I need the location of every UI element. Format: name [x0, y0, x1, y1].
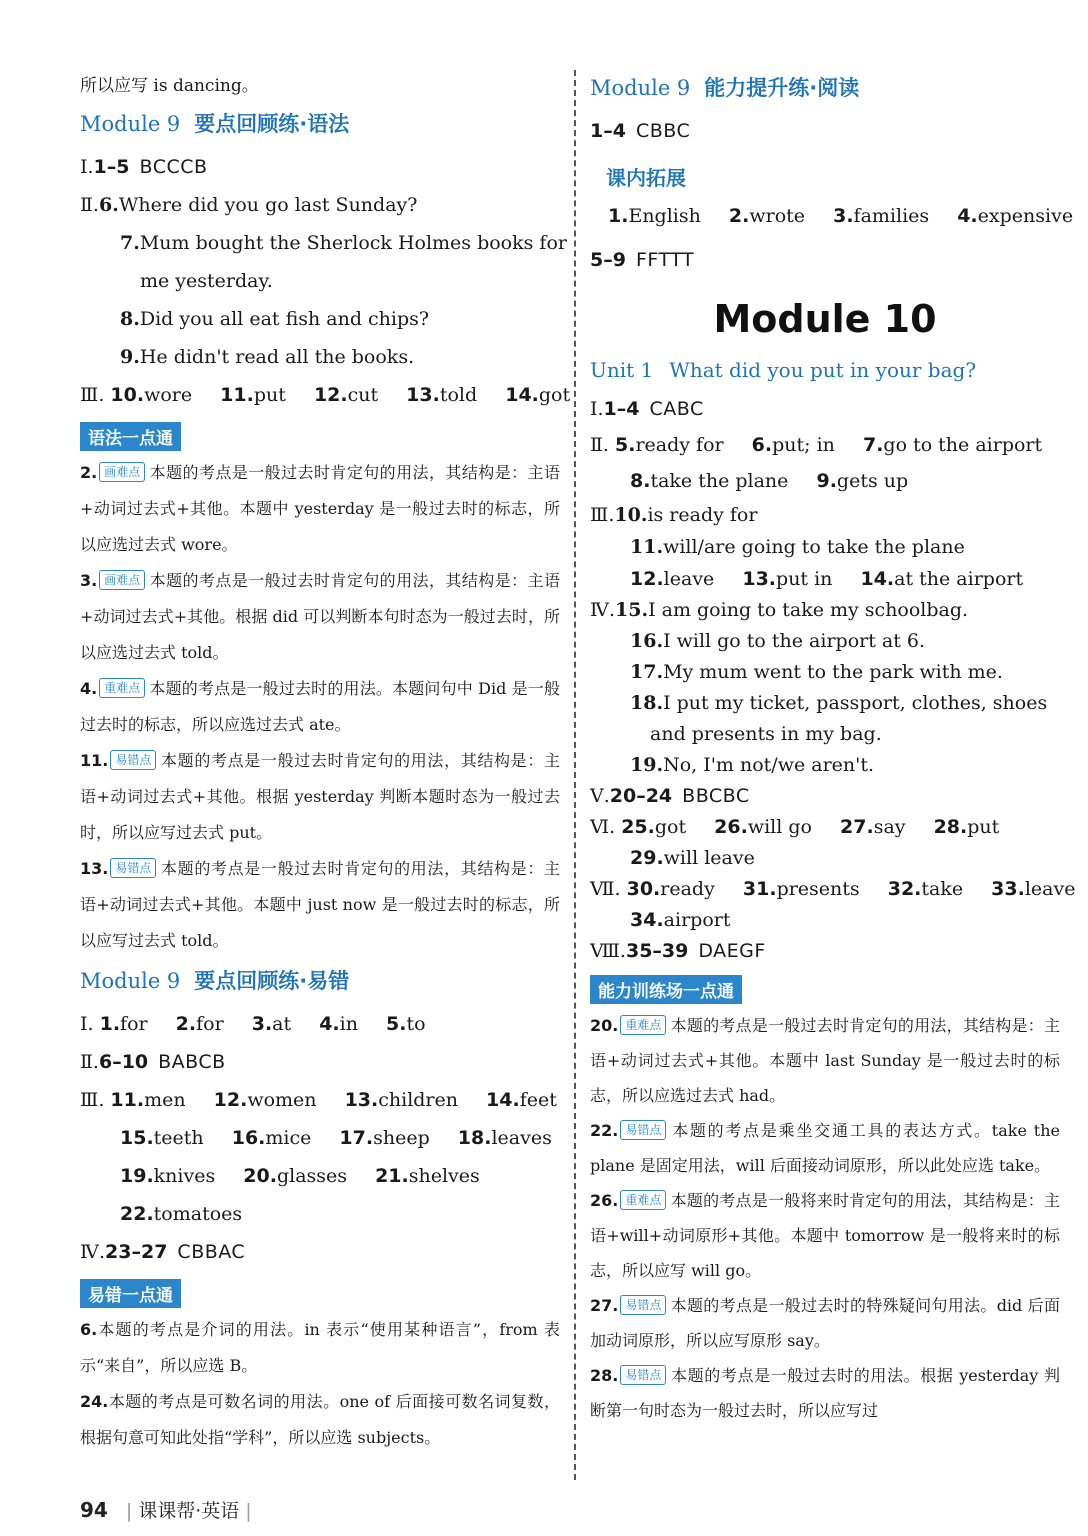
- badge: 易错点: [620, 1365, 666, 1385]
- question-range: 1–5: [93, 156, 130, 178]
- list-item: 2.for: [175, 1013, 224, 1035]
- list-item: 4.in: [319, 1013, 358, 1035]
- training-tip-tag: 能力训练场一点通: [590, 975, 742, 1004]
- m10-sec2-row1: [590, 427, 1060, 463]
- list-item: 14.got: [505, 384, 571, 406]
- m10-sec8: Ⅷ.35–39 DAEGF: [590, 940, 766, 962]
- list-item: 5.to: [386, 1013, 426, 1035]
- roman-numeral: Ⅶ.: [590, 878, 621, 900]
- reading-module-heading: [590, 72, 1060, 104]
- reading-sec1: [590, 112, 1060, 150]
- list-item: 9.gets up: [816, 470, 909, 492]
- list-item: 28.put: [933, 816, 1000, 838]
- right-column: [590, 70, 1076, 1428]
- badge: 重难点: [620, 1015, 666, 1035]
- m10-sec5: Ⅴ.20–24 BBCBC: [590, 785, 750, 807]
- badge: 易错点: [620, 1295, 666, 1315]
- unit-heading: [590, 355, 1060, 385]
- list-item: 29.will leave: [630, 847, 755, 869]
- list-item: 12.women: [213, 1089, 317, 1111]
- roman-numeral: Ⅲ.: [590, 504, 615, 526]
- m10-sec4-q18: 18.I put my ticket, passport, clothes, shoes: [630, 692, 1048, 714]
- roman-numeral: Ⅰ.: [80, 156, 94, 178]
- list-item: 26.will go: [714, 816, 812, 838]
- badge: 画难点: [99, 462, 145, 482]
- question-number: 8.: [120, 308, 140, 330]
- list-item: 6.put; in: [751, 434, 835, 456]
- left-column: [80, 70, 571, 1456]
- list-item: 15.teeth: [120, 1127, 204, 1149]
- badge: 易错点: [110, 750, 156, 770]
- unit-label: Unit 1: [590, 358, 654, 382]
- m10-sec6-row1: [590, 812, 1060, 843]
- roman-numeral: Ⅲ.: [80, 1089, 105, 1111]
- roman-numeral: Ⅰ.: [80, 1013, 94, 1035]
- list-item: 1.for: [99, 1013, 148, 1035]
- errors-sec2: [80, 1043, 560, 1081]
- errors-note: 24.本题的考点是可数名词的用法。one of 后面接可数名词复数，根据句意可知此处指“学科”，所以应选 subjects。: [80, 1392, 560, 1447]
- answer-key: FFTTT: [635, 249, 695, 271]
- list-item: 2.wrote: [728, 205, 806, 227]
- extension-subheading: 课内拓展: [606, 166, 686, 190]
- list-item: 14.at the airport: [860, 568, 1024, 590]
- roman-numeral: Ⅱ.: [80, 1051, 99, 1073]
- list-item: 30.ready: [626, 878, 715, 900]
- question-range: 1–4: [603, 398, 640, 420]
- m10-sec4-q18-cont: and presents in my bag.: [650, 723, 882, 745]
- list-item: 16.mice: [231, 1127, 312, 1149]
- grammar-sec3: [80, 376, 571, 414]
- m10-sec3-q11: 11.will/are going to take the plane: [630, 536, 965, 558]
- question-range: 1–4: [590, 120, 626, 142]
- errors-note: 6.本题的考点是介词的用法。in 表示“使用某种语言”，from 表示“来自”，所以应选 B。: [80, 1320, 560, 1375]
- errors-sec3-row2: [80, 1119, 560, 1157]
- answer-key: BCCCB: [139, 156, 208, 178]
- grammar-tip-tag: 语法一点通: [80, 422, 181, 451]
- m10-sec4-q19: 19.No, I'm not/we aren't.: [630, 754, 875, 776]
- badge: 易错点: [620, 1120, 666, 1140]
- grammar-sec2-q9: [80, 338, 560, 376]
- answer-text: Where did you go last Sunday?: [118, 194, 418, 216]
- list-item: 22.tomatoes: [120, 1203, 243, 1225]
- m10-sec7-row1: [590, 874, 1076, 905]
- list-item: 32.take: [887, 878, 964, 900]
- page-footer: 94 | 课课帮·英语 |: [80, 1498, 252, 1522]
- errors-sec3-row4: [80, 1195, 560, 1233]
- module-title: 能力提升练·阅读: [704, 76, 860, 100]
- module-title: 要点回顾练·语法: [194, 112, 350, 136]
- unit-title: What did you put in your bag?: [669, 358, 977, 382]
- errors-sec3-row3: [80, 1157, 560, 1195]
- roman-numeral: Ⅳ.: [590, 599, 616, 621]
- list-item: 12.cut: [313, 384, 379, 406]
- list-item: 20.glasses: [243, 1165, 348, 1187]
- answer-text: Did you all eat fish and chips?: [139, 308, 430, 330]
- list-item: 21.shelves: [375, 1165, 480, 1187]
- question-range: 5–9: [590, 249, 626, 271]
- m10-sec4-q16: 16.I will go to the airport at 6.: [630, 630, 926, 652]
- roman-numeral: Ⅲ.: [80, 384, 105, 406]
- roman-numeral: Ⅱ.: [590, 434, 609, 456]
- badge: 重难点: [620, 1190, 666, 1210]
- badge: 重难点: [99, 678, 145, 698]
- list-item: 11.men: [110, 1089, 186, 1111]
- answer-text: Mum bought the Sherlock Holmes books for: [139, 232, 567, 254]
- reading-extension-items: [590, 197, 1074, 235]
- m10-sec3-row: [590, 563, 1060, 595]
- errors-tip-tag: 易错一点通: [80, 1279, 181, 1308]
- grammar-note: 13. 易错点 本题的考点是一般过去时肯定句的用法，其结构是：主语+动词过去式+其他。本题中 just now 是一般过去时的标志，所以应写过去式 told。: [80, 859, 560, 950]
- grammar-note: 11. 易错点 本题的考点是一般过去时肯定句的用法，其结构是：主语+动词过去式+其他。根据 yesterday 判断本题时态为一般过去时，所以应写过去式 put。: [80, 751, 560, 842]
- roman-numeral: Ⅷ.: [590, 940, 626, 962]
- m10-sec2-row2: [590, 463, 1060, 499]
- list-item: 11.put: [220, 384, 286, 406]
- list-item: 3.at: [251, 1013, 292, 1035]
- badge: 易错点: [110, 858, 156, 878]
- badge: 画难点: [99, 570, 145, 590]
- answer-key: BABCB: [158, 1051, 226, 1073]
- grammar-module-heading: [80, 108, 560, 140]
- list-item: 31.presents: [742, 878, 860, 900]
- roman-numeral: Ⅵ.: [590, 816, 616, 838]
- training-note: 22. 易错点 本题的考点是乘坐交通工具的表达方式。take the plane 是固定用法，will 后面接动词原形，所以此处应选 take。: [590, 1121, 1060, 1175]
- errors-module-heading: [80, 965, 560, 997]
- module-10-title: Module 10: [713, 297, 937, 341]
- roman-numeral: Ⅴ.: [590, 785, 610, 807]
- m10-sec4-q17: 17.My mum went to the park with me.: [630, 661, 1003, 683]
- grammar-sec2-q7-cont: me yesterday.: [140, 270, 273, 292]
- grammar-sec2-q7: [80, 224, 567, 262]
- list-item: 19.knives: [120, 1165, 216, 1187]
- answer-key: CBBAC: [177, 1241, 246, 1263]
- answer-key: CBBC: [635, 120, 691, 142]
- grammar-sec1: [80, 148, 560, 186]
- list-item: 1.English: [608, 205, 701, 227]
- training-note: 27. 易错点 本题的考点是一般过去时的特殊疑问句用法。did 后面加动词原形，所以应写原形 say。: [590, 1296, 1060, 1350]
- grammar-sec2-q6: [80, 186, 560, 224]
- roman-numeral: Ⅳ.: [80, 1241, 106, 1263]
- list-item: 17.sheep: [339, 1127, 430, 1149]
- training-note: 26. 重难点 本题的考点是一般将来时肯定句的用法，其结构是：主语+will+动词原形+其他。本题中 tomorrow 是一般将来时的标志，所以应写 will go。: [590, 1191, 1060, 1280]
- m10-sec6-row2: [590, 843, 1060, 874]
- grammar-sec2-q8: [80, 300, 560, 338]
- list-item: 5.ready for: [615, 434, 724, 456]
- list-item: 4.expensive: [957, 205, 1074, 227]
- list-item: 13.told: [406, 384, 478, 406]
- grammar-note: 2. 画难点 本题的考点是一般过去时肯定句的用法，其结构是：主语+动词过去式+其他。本题中 yesterday 是一般过去时的标志，所以应选过去式 wore。: [80, 463, 560, 554]
- answer-text: He didn't read all the books.: [139, 346, 415, 368]
- m10-sec3-q10: Ⅲ.10.is ready for: [590, 504, 758, 526]
- grammar-note: 3. 画难点 本题的考点是一般过去时肯定句的用法，其结构是：主语+动词过去式+其他。根据 did 可以判断本句时态为一般过去时，所以应选过去式 told。: [80, 571, 560, 662]
- errors-sec4: [80, 1233, 560, 1271]
- list-item: 14.feet: [486, 1089, 557, 1111]
- list-item: 7.go to the airport: [862, 434, 1043, 456]
- book-title: 课课帮·英语: [138, 1500, 240, 1522]
- module-label: Module 9: [80, 969, 181, 993]
- list-item: 10.wore: [110, 384, 193, 406]
- roman-numeral: Ⅱ.: [80, 194, 99, 216]
- training-note: 20. 重难点 本题的考点是一般过去时肯定句的用法，其结构是：主语+动词过去式+其他。本题中 last Sunday 是一般过去时的标志，所以应选过去式 had。: [590, 1016, 1060, 1105]
- errors-sec1: [80, 1005, 560, 1043]
- list-item: 18.leaves: [457, 1127, 552, 1149]
- question-range: 6–10: [98, 1051, 149, 1073]
- list-item: 34.airport: [630, 909, 731, 931]
- intro-line: 所以应写 is dancing。: [80, 76, 259, 96]
- module-label: Module 9: [590, 76, 691, 100]
- list-item: 12.leave: [630, 568, 715, 590]
- errors-sec3-row1: [80, 1081, 560, 1119]
- reading-sec2: [590, 241, 1060, 279]
- list-item: 27.say: [840, 816, 906, 838]
- m10-sec1: [590, 391, 1060, 427]
- page-number: 94: [80, 1498, 108, 1522]
- question-range: 23–27: [105, 1241, 168, 1263]
- grammar-note: 4. 重难点 本题的考点是一般过去时的用法。本题问句中 Did 是一般过去时的标志，所以应选过去式 ate。: [80, 679, 560, 734]
- list-item: 8.take the plane: [630, 470, 789, 492]
- module-label: Module 9: [80, 112, 181, 136]
- m10-sec4-q15: Ⅳ.15.I am going to take my schoolbag.: [590, 599, 969, 621]
- answer-key: CABC: [649, 398, 704, 420]
- list-item: 25.got: [621, 816, 687, 838]
- question-number: 7.: [120, 232, 140, 254]
- training-note: 28. 易错点 本题的考点是一般过去时的用法。根据 yesterday 判断第一句时态为一般过去时，所以应写过: [590, 1366, 1060, 1420]
- list-item: 13.children: [344, 1089, 458, 1111]
- column-divider: [574, 70, 576, 1480]
- list-item: 3.families: [833, 205, 930, 227]
- question-number: 6.: [98, 194, 119, 216]
- list-item: 13.put in: [742, 568, 833, 590]
- roman-numeral: Ⅰ.: [590, 398, 604, 420]
- list-item: 33.leave: [991, 878, 1076, 900]
- m10-sec7-row2: [590, 905, 1060, 936]
- question-number: 9.: [120, 346, 140, 368]
- module-title: 要点回顾练·易错: [194, 969, 350, 993]
